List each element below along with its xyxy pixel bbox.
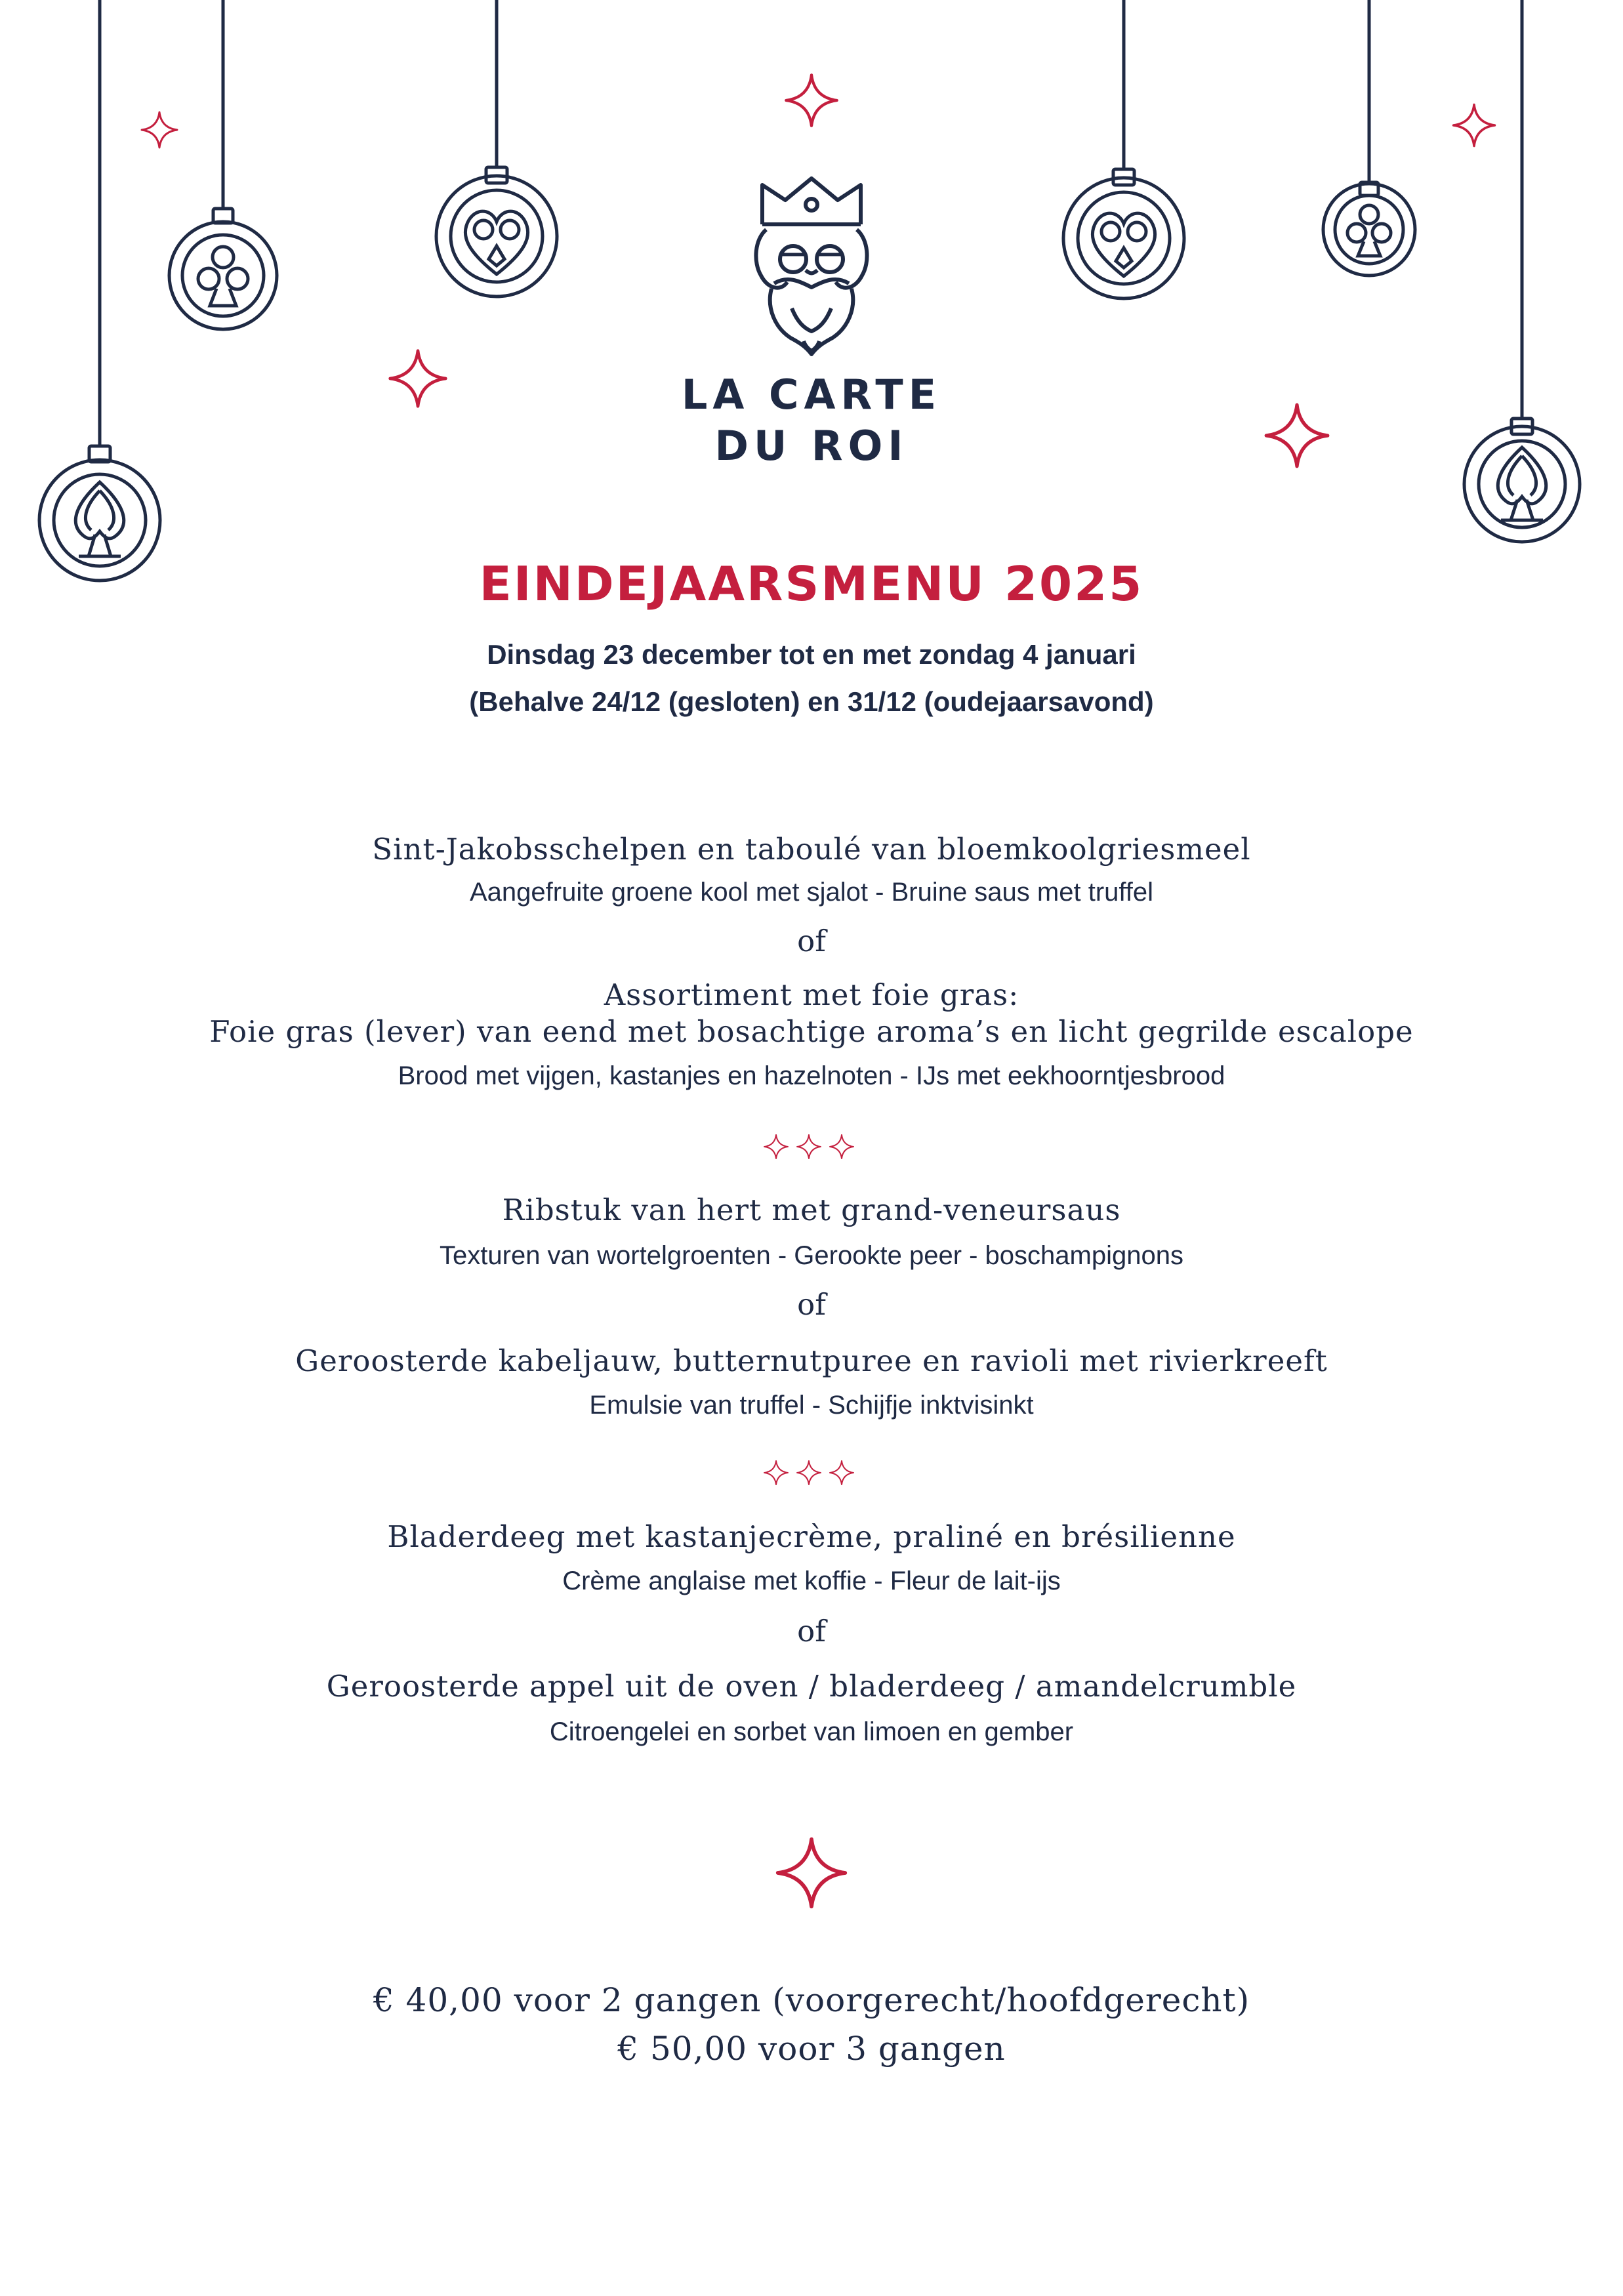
sparkle-icon	[1454, 105, 1495, 146]
brand-name-line2: DU ROI	[714, 422, 909, 470]
dessert-option1-desc: Crème anglaise met koffie - Fleur de lait-ijs	[562, 1567, 1061, 1595]
heart-ornament-icon	[436, 0, 557, 297]
heart-ornament-icon	[1063, 0, 1184, 298]
menu-title: EINDEJAARSMENU 2025	[479, 556, 1144, 611]
dessert-option2-desc: Citroengelei en sorbet van limoen en gember	[549, 1717, 1074, 1746]
sparkle-icon	[142, 112, 177, 148]
price-three-courses: € 50,00 voor 3 gangen	[617, 2030, 1006, 2068]
main-option2-desc: Emulsie van truffel - Schijfje inktvisinkt	[589, 1391, 1034, 1420]
sparkle-icon	[778, 1839, 846, 1907]
main-option1-desc: Texturen van wortelgroenten - Gerookte peer - boschampignons	[440, 1241, 1183, 1270]
starter-or-label: of	[797, 924, 826, 958]
sparkle-icon	[786, 75, 836, 125]
dessert-option2-name: Geroosterde appel uit de oven / bladerdeeg / amandelcrumble	[326, 1669, 1297, 1704]
king-logo-icon	[756, 178, 867, 354]
main-option2-name: Geroosterde kabeljauw, butternutpuree en ravioli met rivierkreeft	[295, 1343, 1328, 1378]
starter-option1-name: Sint-Jakobsschelpen en taboulé van bloemkoolgriesmeel	[372, 832, 1251, 867]
starter-option2-desc: Brood met vijgen, kastanjes en hazelnoten - IJs met eekhoorntjesbrood	[398, 1061, 1225, 1090]
dates-line1: Dinsdag 23 december tot en met zondag 4 januari	[487, 639, 1136, 670]
course-separator-icon	[764, 1135, 853, 1158]
main-option1-name: Ribstuk van hert met grand-veneursaus	[502, 1193, 1121, 1227]
spade-ornament-icon	[39, 0, 160, 581]
starter-option2-name-line1: Assortiment met foie gras:	[604, 977, 1019, 1012]
dates-line2: (Behalve 24/12 (gesloten) en 31/12 (oudejaarsavond)	[469, 686, 1154, 717]
club-ornament-icon	[1323, 0, 1415, 276]
brand-name-line1: LA CARTE	[681, 371, 942, 419]
price-two-courses: € 40,00 voor 2 gangen (voorgerecht/hoofdgerecht)	[373, 1981, 1250, 2019]
main-or-label: of	[797, 1287, 826, 1322]
starter-option1-desc: Aangefruite groene kool met sjalot - Bruine saus met truffel	[469, 878, 1154, 907]
starter-option2-name-line2: Foie gras (lever) van eend met bosachtige aroma’s en licht gegrilde escalope	[209, 1014, 1414, 1049]
club-ornament-icon	[169, 0, 277, 329]
course-separator-icon	[764, 1461, 853, 1485]
dessert-option1-name: Bladerdeeg met kastanjecrème, praliné en brésilienne	[387, 1519, 1236, 1554]
dessert-or-label: of	[797, 1614, 826, 1649]
